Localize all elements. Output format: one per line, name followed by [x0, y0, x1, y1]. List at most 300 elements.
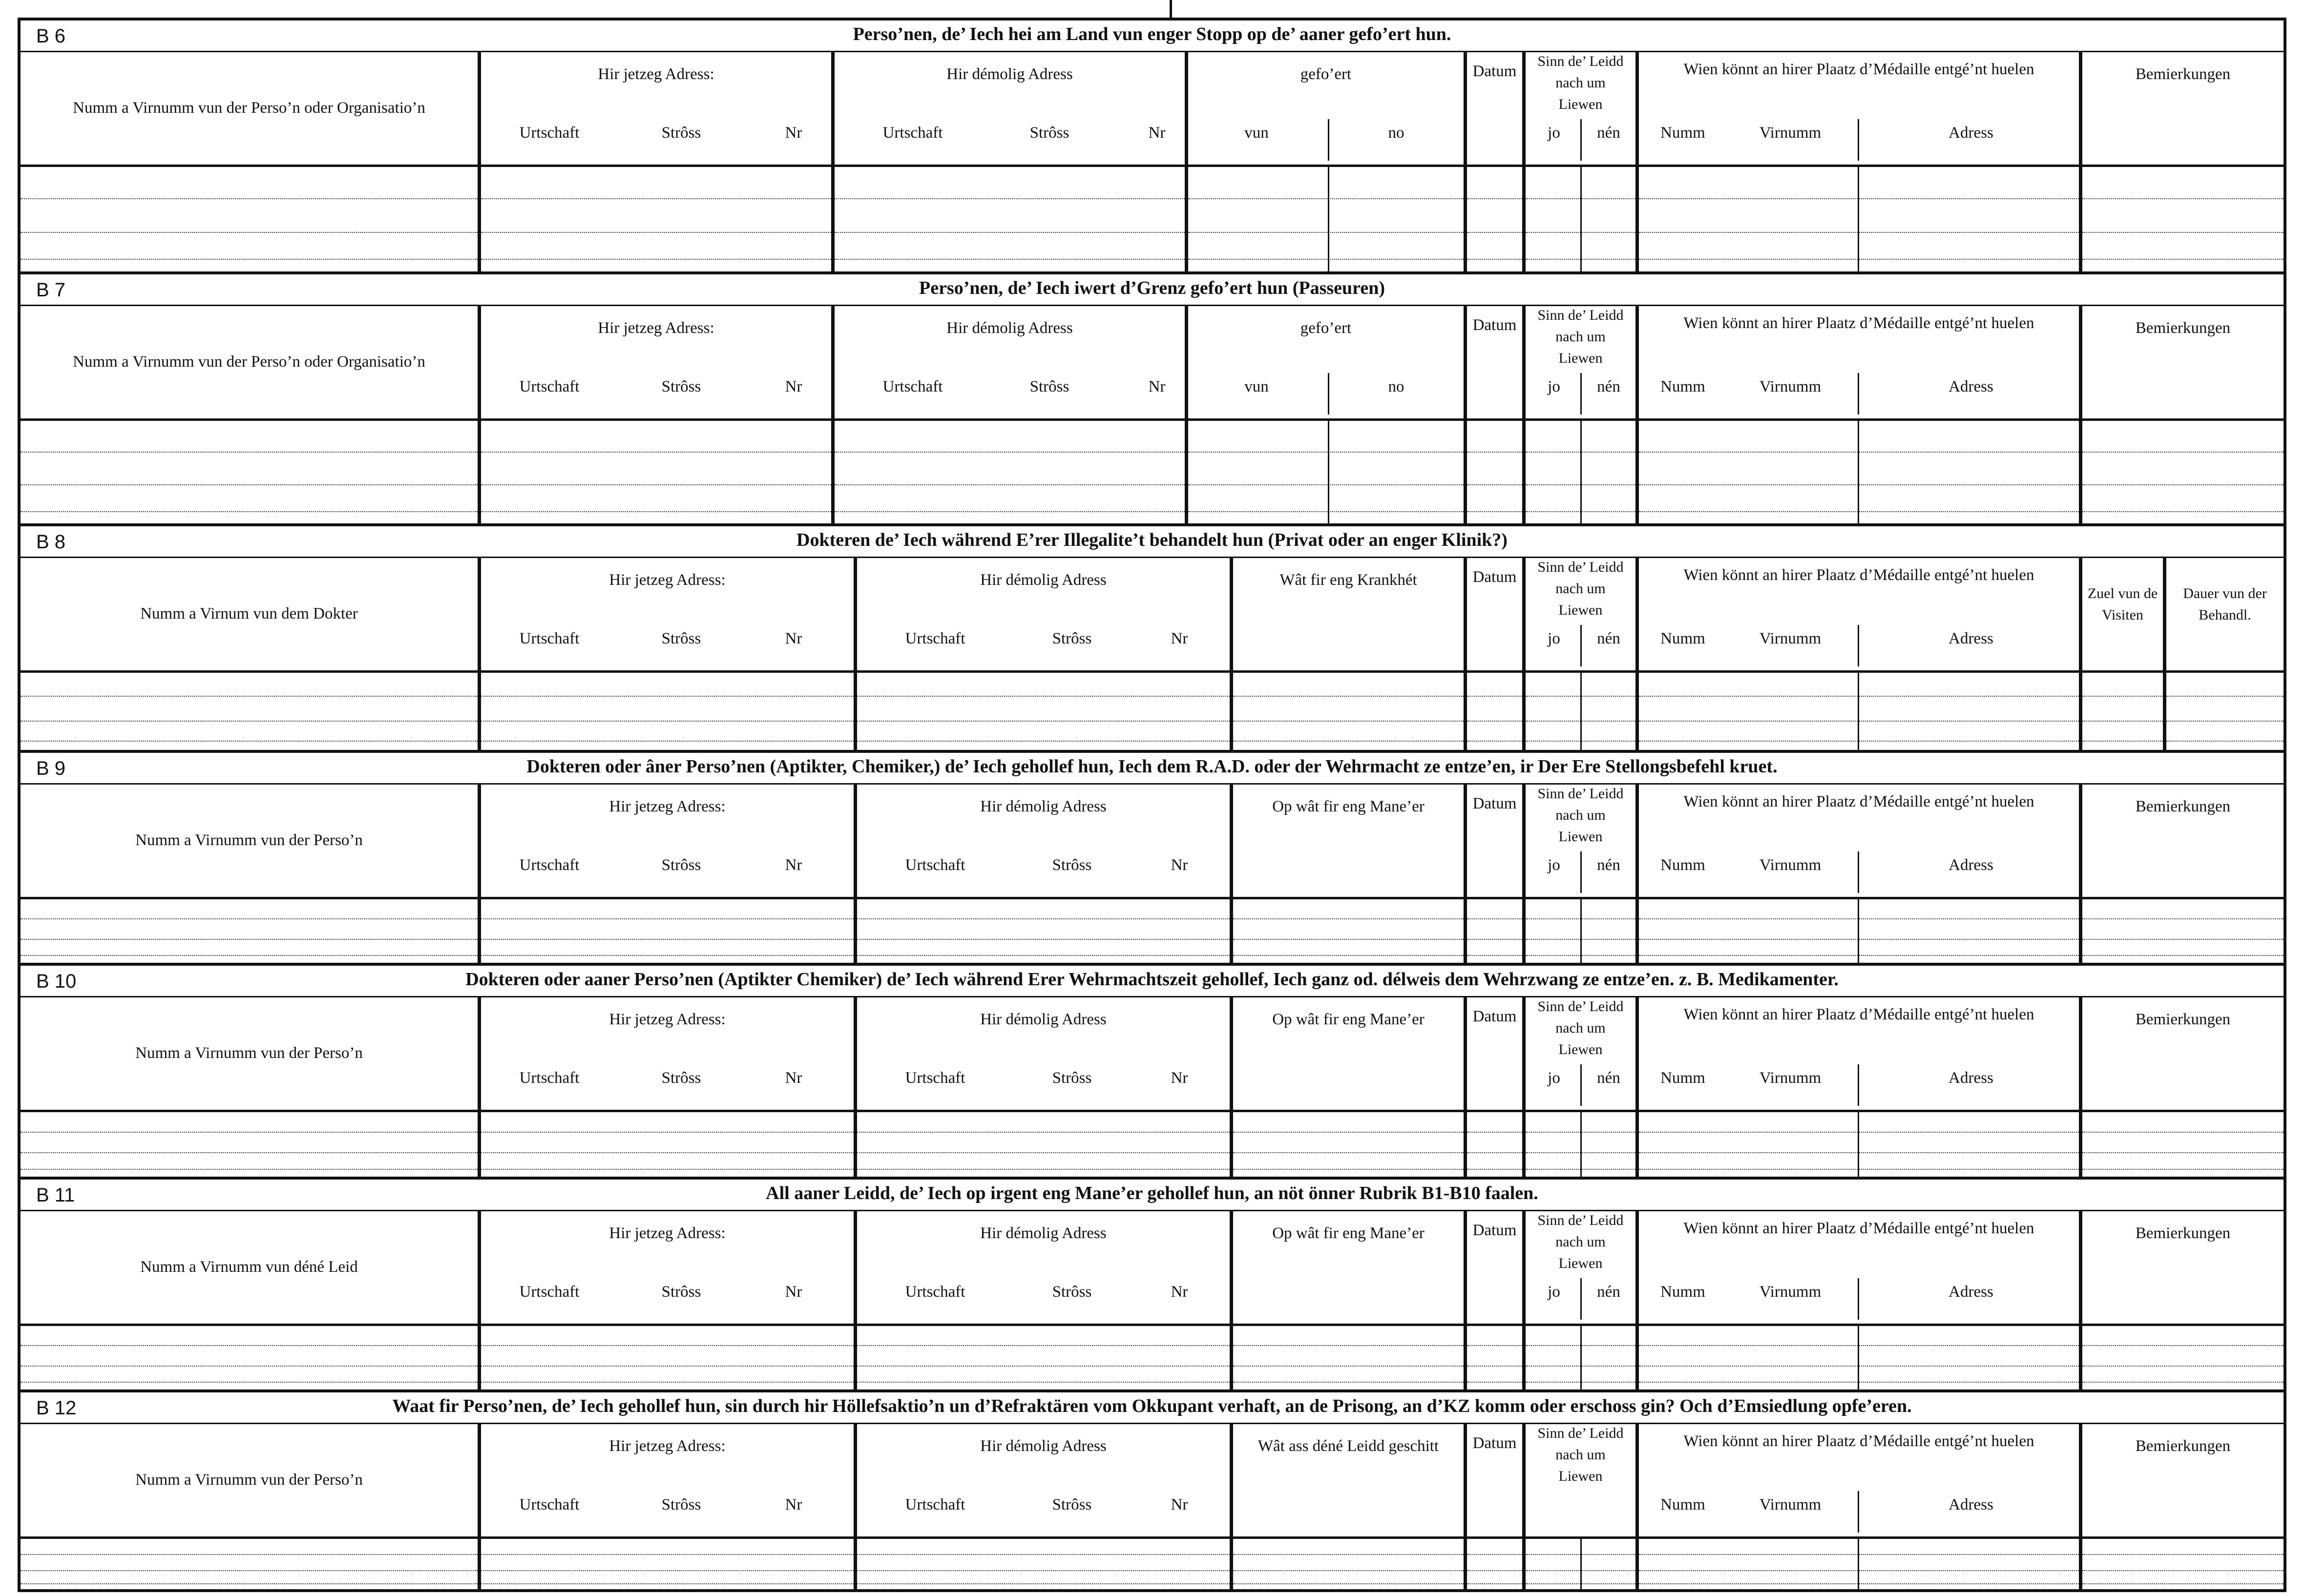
entry-line[interactable]: [1233, 1554, 1464, 1555]
entry-line[interactable]: [1467, 696, 1522, 697]
entry-line[interactable]: [857, 696, 1230, 697]
route-body-divider: [1328, 167, 1329, 271]
treatment-duration-label: Dauer vun der Behandl.: [2183, 585, 2267, 623]
former-address-column-header: [857, 1423, 1230, 1539]
entry-line[interactable]: [2082, 511, 2284, 512]
column-sub-label: Virnumm: [1759, 378, 1822, 395]
entry-line[interactable]: [2082, 1152, 2284, 1153]
treatment-duration-column-entry-area[interactable]: [2166, 673, 2284, 750]
entry-line[interactable]: [1467, 741, 1522, 742]
entry-line[interactable]: [1233, 1382, 1464, 1383]
former-address-column-header: [857, 1210, 1230, 1326]
former-address-column-entry-area[interactable]: [857, 1112, 1230, 1177]
detail-column-entry-area[interactable]: [1188, 167, 1464, 271]
column-sub-label: Numm: [1660, 378, 1705, 395]
entry-line[interactable]: [1467, 232, 1522, 233]
remarks-column-entry-area[interactable]: [2082, 167, 2284, 271]
entry-line[interactable]: [2082, 1132, 2284, 1133]
entry-line[interactable]: [481, 741, 854, 742]
former-address-column: [854, 557, 1230, 750]
treatment-duration-column-header: [2166, 557, 2284, 673]
section-b12: [21, 1389, 2284, 1589]
remarks-column-entry-area[interactable]: [2082, 1539, 2284, 1589]
entry-line[interactable]: [2082, 259, 2284, 260]
section-table: [21, 996, 2284, 1177]
entry-line[interactable]: [481, 484, 831, 485]
entry-line[interactable]: [857, 1152, 1230, 1153]
entry-line[interactable]: [2082, 1570, 2284, 1571]
current-address-column-entry-area[interactable]: [481, 1539, 854, 1589]
section-code: B 12: [36, 1397, 77, 1419]
name-column-entry-area[interactable]: [21, 1112, 478, 1177]
detail-label: Wât ass déné Leidd geschitt: [1257, 1437, 1439, 1455]
entry-line[interactable]: [1467, 452, 1522, 453]
section-b10: [21, 963, 2284, 1177]
remarks-column: [2079, 305, 2284, 523]
name-column: [21, 557, 478, 750]
entry-line[interactable]: [1188, 511, 1464, 512]
column-sub-label: Strôss: [1052, 630, 1092, 647]
name-column-entry-area[interactable]: [21, 421, 478, 523]
remarks-label: Bemierkungen: [2135, 319, 2231, 337]
entry-line[interactable]: [2082, 918, 2284, 919]
column-sub-label: Nr: [785, 1496, 802, 1513]
detail-column: [1230, 1423, 1464, 1589]
name-column-entry-area[interactable]: [21, 899, 478, 963]
entry-line[interactable]: [1188, 198, 1464, 199]
entry-line[interactable]: [857, 955, 1230, 956]
entry-line[interactable]: [1233, 1132, 1464, 1133]
entry-line[interactable]: [1467, 259, 1522, 260]
section-table: [21, 1423, 2284, 1589]
section-title-row: [21, 1392, 2284, 1424]
entry-line[interactable]: [1467, 1152, 1522, 1153]
entry-line[interactable]: [1467, 721, 1522, 722]
entry-line[interactable]: [481, 511, 831, 512]
entry-line[interactable]: [1467, 955, 1522, 956]
former-address-label: Hir démolig Adress: [946, 65, 1073, 83]
date-column-entry-area[interactable]: [1467, 899, 1522, 963]
current-address-column: [478, 783, 854, 963]
entry-line[interactable]: [1233, 1366, 1464, 1367]
entry-line[interactable]: [2082, 1366, 2284, 1367]
former-address-column-header: [857, 783, 1230, 899]
entry-line[interactable]: [2082, 955, 2284, 956]
entry-line[interactable]: [1233, 696, 1464, 697]
current-address-label: Hir jetzeg Adress:: [598, 65, 714, 83]
entry-line[interactable]: [481, 1583, 854, 1584]
date-column-entry-area[interactable]: [1467, 421, 1522, 523]
entry-line[interactable]: [21, 198, 478, 199]
medal-body-divider: [1858, 673, 1859, 750]
column-sub-label: Urtschaft: [519, 856, 580, 874]
entry-line[interactable]: [481, 1132, 854, 1133]
entry-line[interactable]: [1233, 939, 1464, 940]
medal-recipient-label: Wien könnt an hirer Plaatz d’Médaille entgé’nt huelen: [1683, 1432, 2034, 1450]
entry-line[interactable]: [1467, 1583, 1522, 1584]
former-address-column: [854, 996, 1230, 1177]
entry-line[interactable]: [481, 1345, 854, 1346]
date-column-entry-area[interactable]: [1467, 167, 1522, 271]
entry-line[interactable]: [1233, 918, 1464, 919]
detail-label: Op wât fir eng Mane’er: [1272, 1011, 1425, 1028]
remarks-column-header: [2082, 996, 2284, 1112]
remarks-column: [2079, 783, 2284, 963]
entry-line[interactable]: [835, 232, 1185, 233]
entry-line[interactable]: [21, 1570, 478, 1571]
entry-line[interactable]: [21, 741, 478, 742]
medal-divider: [1858, 119, 1859, 161]
column-sub-label: Urtschaft: [519, 1283, 580, 1301]
entry-line[interactable]: [857, 918, 1230, 919]
entry-line[interactable]: [21, 452, 478, 453]
entry-line[interactable]: [2082, 1554, 2284, 1555]
entry-line[interactable]: [1467, 1570, 1522, 1571]
alive-column: [1522, 305, 1635, 523]
entry-line[interactable]: [1467, 918, 1522, 919]
medal-recipient-column-header: [1639, 305, 2079, 421]
entry-line[interactable]: [835, 198, 1185, 199]
detail-column-header: [1233, 557, 1464, 673]
column-sub-label: Urtschaft: [905, 1496, 965, 1513]
name-column-entry-area[interactable]: [21, 673, 478, 750]
date-column-entry-area[interactable]: [1467, 1112, 1522, 1177]
date-column-header: [1467, 557, 1522, 673]
medal-divider: [1858, 1491, 1859, 1533]
entry-line[interactable]: [481, 1570, 854, 1571]
former-address-column-entry-area[interactable]: [857, 673, 1230, 750]
entry-line[interactable]: [2082, 721, 2163, 722]
alive-label: Sinn de’ Leidd nach um Liewen: [1537, 307, 1624, 366]
entry-line[interactable]: [21, 1366, 478, 1367]
date-label: Datum: [1472, 568, 1517, 586]
column-sub-label: Urtschaft: [882, 378, 943, 395]
entry-line[interactable]: [1467, 1345, 1522, 1346]
remarks-label: Bemierkungen: [2135, 65, 2231, 83]
entry-line[interactable]: [835, 484, 1185, 485]
entry-line[interactable]: [1467, 484, 1522, 485]
entry-line[interactable]: [21, 1169, 478, 1170]
remarks-label: Bemierkungen: [2135, 1011, 2231, 1028]
section-title-row: [21, 526, 2284, 558]
entry-line[interactable]: [1188, 452, 1464, 453]
detail-label: gefo’ert: [1300, 319, 1352, 337]
entry-line[interactable]: [2082, 232, 2284, 233]
entry-line[interactable]: [1233, 741, 1464, 742]
entry-line[interactable]: [481, 918, 854, 919]
entry-line[interactable]: [1467, 1554, 1522, 1555]
medal-recipient-column: [1635, 1210, 2079, 1389]
current-address-column: [478, 996, 854, 1177]
entry-line[interactable]: [1233, 1570, 1464, 1571]
detail-column-header: [1233, 1423, 1464, 1539]
entry-line[interactable]: [2082, 1583, 2284, 1584]
entry-line[interactable]: [857, 1132, 1230, 1133]
current-address-column-header: [481, 51, 831, 167]
entry-line[interactable]: [1233, 721, 1464, 722]
entry-line[interactable]: [1233, 955, 1464, 956]
alive-column-header: [1526, 1210, 1635, 1326]
column-sub-label: Virnumm: [1759, 124, 1822, 142]
entry-line[interactable]: [481, 1152, 854, 1153]
entry-line[interactable]: [857, 1583, 1230, 1584]
entry-line[interactable]: [2166, 721, 2284, 722]
entry-line[interactable]: [2166, 741, 2284, 742]
entry-line[interactable]: [481, 1554, 854, 1555]
remarks-label: Bemierkungen: [2135, 798, 2231, 815]
entry-line[interactable]: [481, 955, 854, 956]
column-sub-label: Adress: [1949, 1069, 1993, 1087]
visit-count-column-entry-area[interactable]: [2082, 673, 2163, 750]
detail-column-entry-area[interactable]: [1233, 673, 1464, 750]
detail-label: Wât fir eng Krankhét: [1279, 571, 1417, 589]
remarks-column-header: [2082, 1210, 2284, 1326]
current-address-column-entry-area[interactable]: [481, 421, 831, 523]
former-address-column-entry-area[interactable]: [857, 1326, 1230, 1389]
section-title-row: [21, 21, 2284, 52]
remarks-column-entry-area[interactable]: [2082, 1112, 2284, 1177]
detail-column: [1185, 305, 1464, 523]
medal-recipient-column: [1635, 557, 2079, 750]
former-address-column-entry-area[interactable]: [835, 421, 1185, 523]
entry-line[interactable]: [2082, 198, 2284, 199]
entry-line[interactable]: [857, 1366, 1230, 1367]
column-sub-label: jo: [1548, 1069, 1560, 1087]
column-sub-label: Urtschaft: [519, 124, 580, 142]
alive-label: Sinn de’ Leidd nach um Liewen: [1537, 53, 1624, 112]
column-sub-label: Urtschaft: [882, 124, 943, 142]
entry-line[interactable]: [481, 232, 831, 233]
detail-column-header: [1188, 51, 1464, 167]
former-address-column-header: [835, 51, 1185, 167]
entry-line[interactable]: [21, 511, 478, 512]
entry-line[interactable]: [1467, 1132, 1522, 1133]
detail-column: [1230, 783, 1464, 963]
date-label: Datum: [1472, 1008, 1517, 1025]
entry-line[interactable]: [481, 696, 854, 697]
remarks-column-entry-area[interactable]: [2082, 899, 2284, 963]
entry-line[interactable]: [21, 1554, 478, 1555]
detail-label: Op wât fir eng Mane’er: [1272, 1224, 1425, 1242]
detail-column-entry-area[interactable]: [1233, 1539, 1464, 1589]
alive-column: [1522, 783, 1635, 963]
current-address-column: [478, 1210, 854, 1389]
entry-line[interactable]: [481, 1169, 854, 1170]
entry-line[interactable]: [1467, 1169, 1522, 1170]
current-address-column: [478, 51, 831, 271]
name-column-entry-area[interactable]: [21, 1539, 478, 1589]
medal-recipient-label: Wien könnt an hirer Plaatz d’Médaille entgé’nt huelen: [1683, 566, 2034, 584]
entry-line[interactable]: [2082, 1382, 2284, 1383]
medal-recipient-label: Wien könnt an hirer Plaatz d’Médaille entgé’nt huelen: [1683, 1006, 2034, 1023]
column-sub-label: Numm: [1660, 1069, 1705, 1087]
alive-body-divider: [1580, 167, 1582, 271]
current-address-column-entry-area[interactable]: [481, 899, 854, 963]
entry-line[interactable]: [2082, 452, 2284, 453]
date-column-entry-area[interactable]: [1467, 673, 1522, 750]
date-column: [1464, 1423, 1522, 1589]
visit-count-label: Zuel vun de Visiten: [2087, 585, 2158, 623]
entry-line[interactable]: [857, 721, 1230, 722]
current-address-column-header: [481, 996, 854, 1112]
entry-line[interactable]: [1233, 1152, 1464, 1153]
alive-label: Sinn de’ Leidd nach um Liewen: [1537, 559, 1624, 618]
entry-line[interactable]: [857, 1554, 1230, 1555]
entry-line[interactable]: [21, 1583, 478, 1584]
detail-column: [1230, 1210, 1464, 1389]
former-address-column-header: [835, 305, 1185, 421]
date-column-entry-area[interactable]: [1467, 1326, 1522, 1389]
entry-line[interactable]: [1467, 1366, 1522, 1367]
entry-line[interactable]: [21, 1152, 478, 1153]
medal-recipient-column-header: [1639, 996, 2079, 1112]
entry-line[interactable]: [481, 259, 831, 260]
date-column-header: [1467, 51, 1522, 167]
entry-line[interactable]: [481, 721, 854, 722]
entry-line[interactable]: [2082, 484, 2284, 485]
detail-column-header: [1188, 305, 1464, 421]
entry-line[interactable]: [857, 1345, 1230, 1346]
former-address-column-entry-area[interactable]: [857, 899, 1230, 963]
detail-column-entry-area[interactable]: [1233, 899, 1464, 963]
alive-label: Sinn de’ Leidd nach um Liewen: [1537, 1212, 1624, 1271]
entry-line[interactable]: [21, 939, 478, 940]
section-code: B 9: [36, 758, 66, 779]
entry-line[interactable]: [2082, 696, 2163, 697]
medal-recipient-column: [1635, 305, 2079, 523]
entry-line[interactable]: [2082, 1345, 2284, 1346]
entry-line[interactable]: [1188, 484, 1464, 485]
column-sub-label: Strôss: [661, 1283, 701, 1301]
current-address-column-entry-area[interactable]: [481, 673, 854, 750]
entry-line[interactable]: [21, 696, 478, 697]
entry-line[interactable]: [857, 1570, 1230, 1571]
detail-column-entry-area[interactable]: [1233, 1112, 1464, 1177]
entry-line[interactable]: [2082, 741, 2163, 742]
treatment-duration-column: [2163, 557, 2284, 750]
medal-divider: [1858, 1278, 1859, 1320]
column-sub-label: Urtschaft: [519, 630, 580, 647]
entry-line[interactable]: [21, 1382, 478, 1383]
entry-line[interactable]: [2082, 1169, 2284, 1170]
entry-line[interactable]: [1467, 198, 1522, 199]
column-sub-label: Nr: [1171, 630, 1188, 647]
entry-line[interactable]: [481, 939, 854, 940]
name-column: [21, 305, 478, 523]
remarks-column-entry-area[interactable]: [2082, 1326, 2284, 1389]
entry-line[interactable]: [1467, 939, 1522, 940]
entry-line[interactable]: [857, 939, 1230, 940]
column-sub-label: Adress: [1949, 630, 1993, 647]
entry-line[interactable]: [1233, 1345, 1464, 1346]
entry-line[interactable]: [1467, 1382, 1522, 1383]
name-column-label: Numm a Virnumm vun déné Leid: [140, 1258, 358, 1276]
alive-body-divider: [1580, 1112, 1582, 1177]
current-address-column: [478, 1423, 854, 1589]
alive-column-header: [1526, 305, 1635, 421]
section-code: B 10: [36, 971, 77, 992]
entry-line[interactable]: [835, 511, 1185, 512]
former-address-column-entry-area[interactable]: [835, 167, 1185, 271]
visit-count-column: [2079, 557, 2163, 750]
name-column: [21, 51, 478, 271]
route-divider: [1328, 373, 1329, 415]
detail-column-entry-area[interactable]: [1233, 1326, 1464, 1389]
entry-line[interactable]: [21, 232, 478, 233]
entry-line[interactable]: [481, 452, 831, 453]
column-sub-label: Nr: [785, 378, 802, 395]
medal-body-divider: [1858, 899, 1859, 963]
current-address-column-header: [481, 557, 854, 673]
entry-line[interactable]: [481, 1382, 854, 1383]
entry-line[interactable]: [835, 259, 1185, 260]
entry-line[interactable]: [1233, 1583, 1464, 1584]
alive-column-header: [1526, 557, 1635, 673]
entry-line[interactable]: [481, 198, 831, 199]
column-sub-label: Strôss: [1029, 378, 1069, 395]
name-column-entry-area[interactable]: [21, 1326, 478, 1389]
column-sub-label: Adress: [1949, 1283, 1993, 1301]
entry-line[interactable]: [1188, 259, 1464, 260]
entry-line[interactable]: [21, 484, 478, 485]
name-column-header: [21, 557, 478, 673]
entry-line[interactable]: [835, 452, 1185, 453]
medal-recipient-column-header: [1639, 51, 2079, 167]
column-sub-label: nén: [1597, 378, 1620, 395]
column-sub-label: Strôss: [1052, 1496, 1092, 1513]
remarks-column-entry-area[interactable]: [2082, 421, 2284, 523]
section-title-row: [21, 1180, 2284, 1211]
current-address-column: [478, 557, 854, 750]
remarks-column: [2079, 996, 2284, 1177]
entry-line[interactable]: [21, 259, 478, 260]
entry-line[interactable]: [21, 1132, 478, 1133]
medal-recipient-column-header: [1639, 1423, 2079, 1539]
entry-line[interactable]: [857, 1169, 1230, 1170]
current-address-column-entry-area[interactable]: [481, 1326, 854, 1389]
section-title: Dokteren de’ Iech während E’rer Illegalite’t behandelt hun (Privat oder an enger Klinik?): [796, 530, 1508, 550]
current-address-column-header: [481, 1210, 854, 1326]
column-sub-label: Nr: [1148, 378, 1166, 395]
entry-line[interactable]: [21, 721, 478, 722]
entry-line[interactable]: [857, 741, 1230, 742]
detail-column: [1185, 51, 1464, 271]
name-column-entry-area[interactable]: [21, 167, 478, 271]
entry-line[interactable]: [21, 1345, 478, 1346]
entry-line[interactable]: [21, 955, 478, 956]
entry-line[interactable]: [857, 1382, 1230, 1383]
entry-line[interactable]: [1233, 1169, 1464, 1170]
detail-column: [1230, 557, 1464, 750]
entry-line[interactable]: [21, 918, 478, 919]
current-address-column-entry-area[interactable]: [481, 1112, 854, 1177]
current-address-column-entry-area[interactable]: [481, 167, 831, 271]
entry-line[interactable]: [481, 1366, 854, 1367]
entry-line[interactable]: [1188, 232, 1464, 233]
name-column-header: [21, 1423, 478, 1539]
detail-column-entry-area[interactable]: [1188, 421, 1464, 523]
former-address-column-header: [857, 557, 1230, 673]
former-address-column-entry-area[interactable]: [857, 1539, 1230, 1589]
name-column: [21, 1210, 478, 1389]
entry-line[interactable]: [1467, 511, 1522, 512]
current-address-label: Hir jetzeg Adress:: [609, 571, 726, 589]
date-column-entry-area[interactable]: [1467, 1539, 1522, 1589]
current-address-column-header: [481, 1423, 854, 1539]
entry-line[interactable]: [2166, 696, 2284, 697]
entry-line[interactable]: [2082, 939, 2284, 940]
column-sub-label: no: [1388, 124, 1404, 142]
